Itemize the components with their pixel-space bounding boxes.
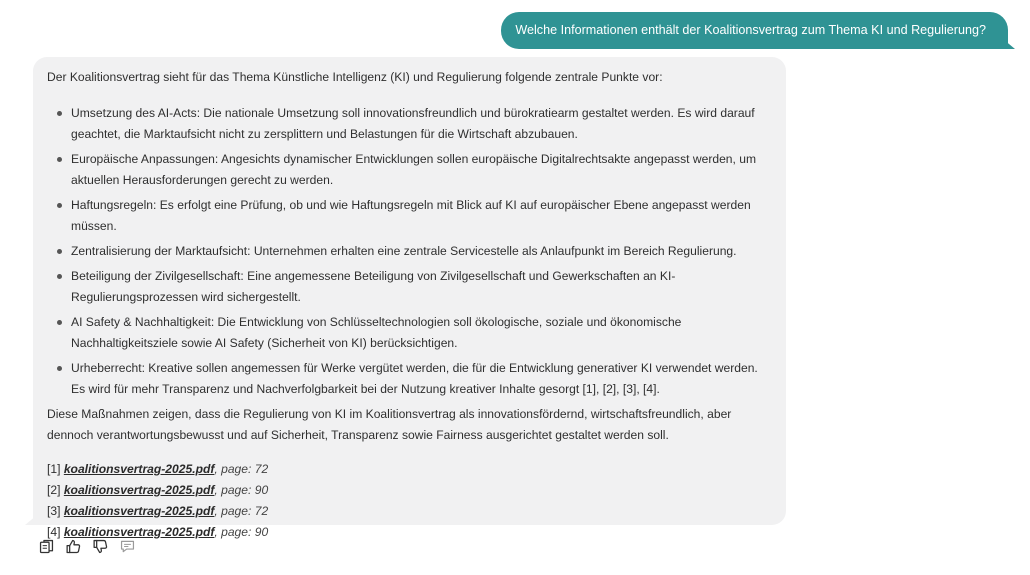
reference-page: , page: 90	[214, 483, 269, 497]
user-message-text: Welche Informationen enthält der Koalitionsvertrag zum Thema KI und Regulierung?	[515, 23, 986, 37]
reference-item	[47, 501, 772, 522]
key-points-list	[47, 103, 772, 400]
list-item: Europäische Anpassungen: Angesichts dynamischer Entwicklungen sollen europäische Digitalrechtsakte angepasst werden, um aktuellen Herausforderungen gerecht zu werden.	[71, 149, 772, 191]
reference-index: [3]	[47, 504, 61, 518]
comment-icon[interactable]	[119, 538, 136, 555]
reference-link[interactable]: koalitionsvertrag-2025.pdf	[63, 483, 215, 497]
thumbs-up-icon[interactable]	[65, 538, 82, 555]
list-item: Beteiligung der Zivilgesellschaft: Eine angemessene Beteiligung von Zivilgesellschaft und Gewerkschaften an KI-Regulierungsprozessen wird sichergestellt.	[71, 266, 772, 308]
reference-item	[47, 459, 772, 480]
reference-index: [4]	[47, 525, 61, 539]
assistant-intro: Der Koalitionsvertrag sieht für das Thema Künstliche Intelligenz (KI) und Regulierung folgende zentrale Punkte vor:	[47, 70, 663, 84]
reference-link[interactable]: koalitionsvertrag-2025.pdf	[63, 462, 215, 476]
assistant-message-bubble	[33, 57, 786, 539]
reference-page: , page: 90	[214, 525, 269, 539]
list-item: Umsetzung des AI-Acts: Die nationale Umsetzung soll innovationsfreundlich und bürokratiearm gestaltet werden. Es wird darauf geachtet, die Marktaufsicht nicht zu zersplittern und Belastungen für die Wirtschaft abzubauen.	[71, 103, 772, 145]
list-item: AI Safety & Nachhaltigkeit: Die Entwicklung von Schlüsseltechnologien soll ökologische, soziale und ökonomische Nachhaltigkeitsziele sowie AI Safety (Sicherheit von KI) berücksichtigen.	[71, 312, 772, 354]
list-item: Zentralisierung der Marktaufsicht: Unternehmen erhalten eine zentrale Servicestelle als Anlaufpunkt im Bereich Regulierung.	[71, 241, 772, 262]
reference-index: [2]	[47, 483, 61, 497]
assistant-summary: Diese Maßnahmen zeigen, dass die Regulierung von KI im Koalitionsvertrag als innovationsfördernd, wirtschaftsfreundlich, aber dennoch verantwortungsbewusst und auf Sicherheit, Transparenz sowie Fairness ausgerichtet gestaltet werden soll.	[47, 407, 732, 442]
reference-index: [1]	[47, 462, 61, 476]
reference-link[interactable]: koalitionsvertrag-2025.pdf	[63, 504, 215, 518]
user-message-bubble	[501, 12, 1008, 49]
references-list	[47, 459, 772, 543]
reference-link[interactable]: koalitionsvertrag-2025.pdf	[63, 525, 215, 539]
reference-item	[47, 480, 772, 501]
reference-page: , page: 72	[214, 504, 269, 518]
reference-page: , page: 72	[214, 462, 269, 476]
copy-icon[interactable]	[38, 538, 55, 555]
list-item: Haftungsregeln: Es erfolgt eine Prüfung, ob und wie Haftungsregeln mit Blick auf KI auf europäischer Ebene angepasst werden müssen.	[71, 195, 772, 237]
list-item: Urheberrecht: Kreative sollen angemessen für Werke vergütet werden, die für die Entwicklung generativer KI verwendet werden. Es wird für mehr Transparenz und Nachverfolgbarkeit bei der Nutzung kreativer Inhalte gesorgt [1], [2], [3], [4].	[71, 358, 772, 400]
thumbs-down-icon[interactable]	[92, 538, 109, 555]
message-actions	[38, 538, 136, 556]
reference-item	[47, 522, 772, 543]
